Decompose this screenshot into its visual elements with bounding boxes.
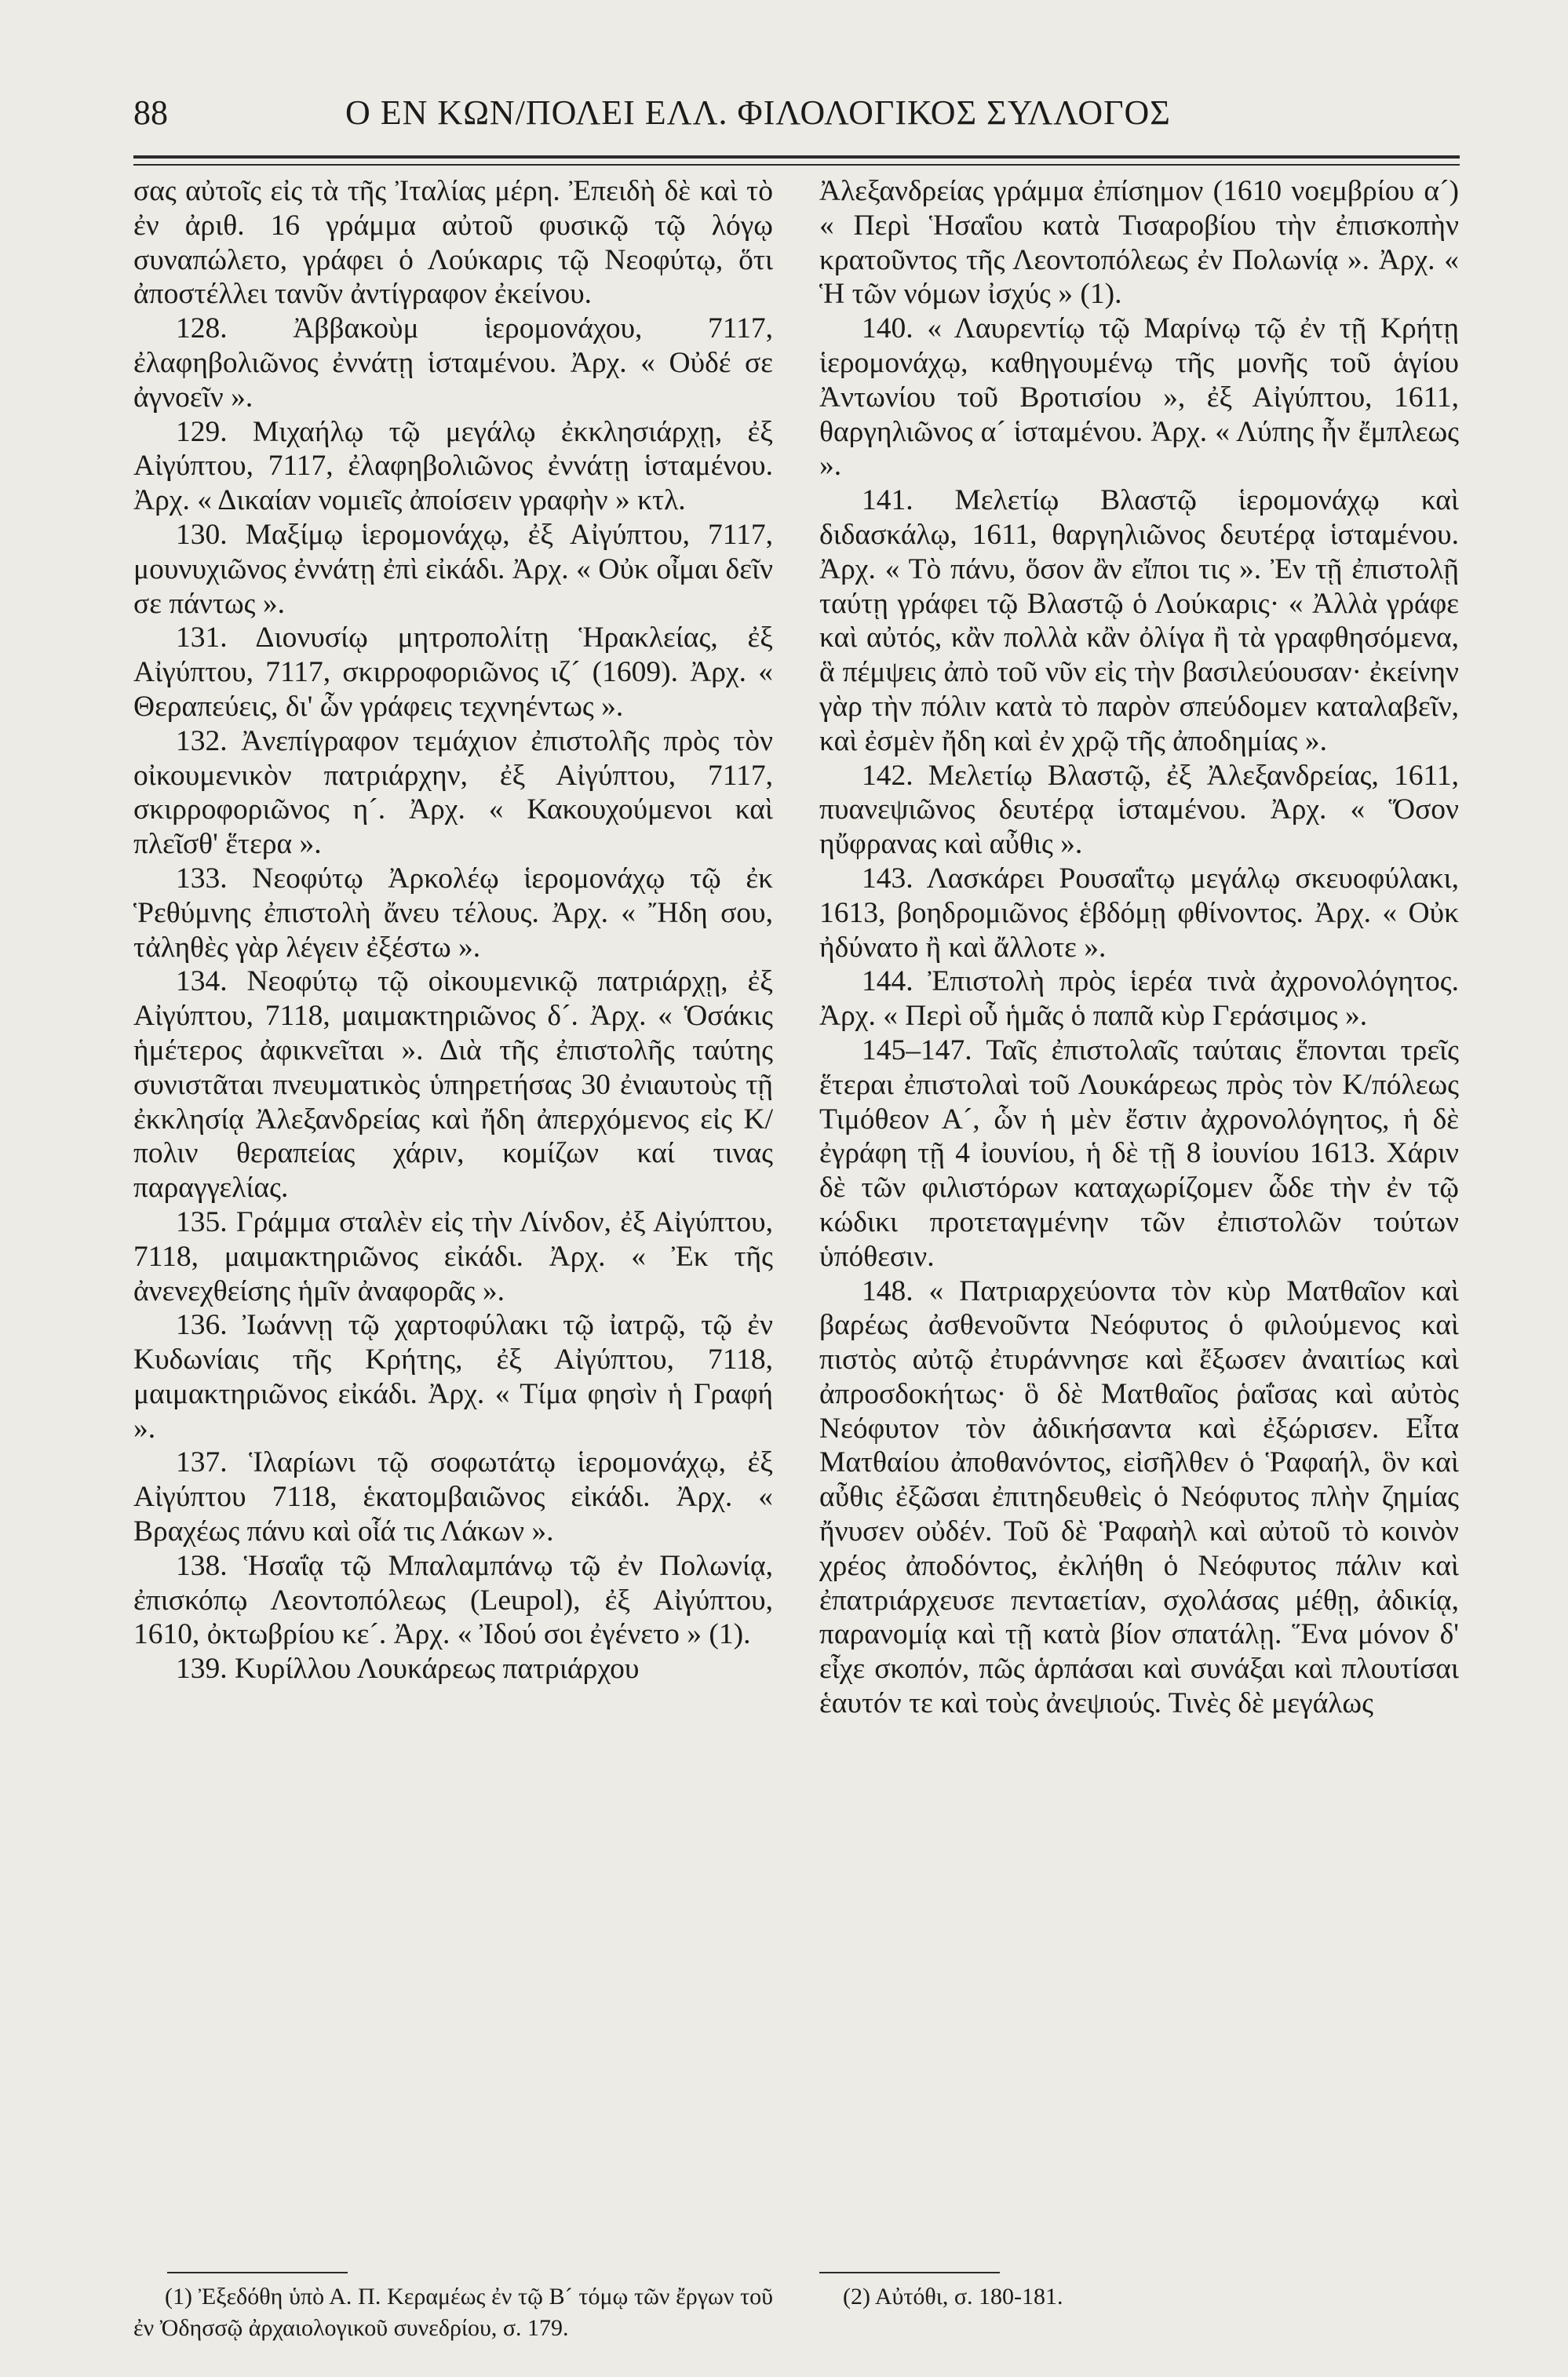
left-column [133,174,773,1686]
entry-141: 141. Μελετίῳ Βλαστῷ ἱερομονάχῳ καὶ διδασκάλῳ, 1611, θαργηλιῶνος δευτέρᾳ ἱσταμένου. Ἀρχ. « Τὸ πάνυ, ὅσον ἂν εἴποι τις ». Ἐν τῇ ἐπιστολῇ ταύτῃ γράφει τῷ Βλαστῷ ὁ Λούκαρις· « Ἀλλὰ γράφε καὶ αὐτός, κἂν πολλὰ κἂν ὀλίγα ἢ τὰ γραφθησόμενα, ἃ πέμψεις ἀπὸ τοῦ νῦν εἰς τὴν βασιλεύουσαν· ἐκείνην γὰρ τὴν πόλιν κατὰ τὸ παρὸν σπεύδομεν καταλαβεῖν, καὶ ἐσμὲν ἤδη καὶ ἐν χρῷ τῆς ἀποδημίας ». [819,484,1459,757]
entry-128: 128. Ἀββακοὺμ ἱερομονάχου, 7117, ἐλαφηβολιῶνος ἐννάτῃ ἱσταμένου. Ἀρχ. « Οὐδέ σε ἀγνοεῖν ». [133,312,773,414]
entry-135: 135. Γράμμα σταλὲν εἰς τὴν Λίνδον, ἐξ Αἰγύπτου, 7118, μαιμακτηριῶνος εἰκάδι. Ἀρχ. « Ἐκ τῆς ἀνενεχθείσης ἡμῖν ἀναφορᾶς ». [133,1205,773,1307]
footnote-rule-right [819,2272,1000,2273]
entry-136: 136. Ἰωάννῃ τῷ χαρτοφύλακι τῷ ἰατρῷ, τῷ ἐν Κυδωνίαις τῆς Κρήτης, ἐξ Αἰγύπτου, 7118, μαιμακτηριῶνος εἰκάδι. Ἀρχ. « Τίμα φησὶν ἡ Γραφή ». [133,1309,773,1445]
journal-title: Ο ΕΝ ΚΩΝ/ΠΟΛΕΙ ΕΛΛ. ΦΙΛΟΛΟΓΙΚΟΣ ΣΥΛΛΟΓΟΣ [345,93,1171,132]
entry-144: 144. Ἐπιστολὴ πρὸς ἱερέα τινὰ ἀχρονολόγητος. Ἀρχ. « Περὶ οὗ ἡμᾶς ὁ παπᾶ κὺρ Γεράσιμος ». [819,965,1459,1033]
entry-142: 142. Μελετίῳ Βλαστῷ, ἐξ Ἀλεξανδρείας, 1611, πυανεψιῶνος δευτέρᾳ ἱσταμένου. Ἀρχ. « Ὅσον ηὔφρανας καὶ αὖθις ». [819,759,1459,861]
header-rule-thin [133,164,1460,166]
entry-131: 131. Διονυσίῳ μητροπολίτῃ Ἡρακλείας, ἐξ Αἰγύπτου, 7117, σκιρροφοριῶνος ιζ´ (1609). Ἀρχ. « Θεραπεύεις, δι' ὧν γράφεις τεχνηέντως ». [133,622,773,723]
entry-140: 140. « Λαυρεντίῳ τῷ Μαρίνῳ τῷ ἐν τῇ Κρήτῃ ἱερομονάχῳ, καθηγουμένῳ τῆς μονῆς τοῦ ἁγίου Ἀντωνίου τοῦ Βροτισίου », ἐξ Αἰγύπτου, 1611, θαργηλιῶνος α´ ἱσταμένου. Ἀρχ. « Λύπης ἦν ἔμπλεως ». [819,312,1459,483]
entry-148: 148. « Πατριαρχεύοντα τὸν κὺρ Ματθαῖον καὶ βαρέως ἀσθενοῦντα Νεόφυτος ὁ φιλούμενος καὶ πιστὸς αὐτῷ ἐτυράννησε καὶ ἔξωσεν ἀναιτίως καὶ ἀπροσδοκήτως· ὃ δὲ Ματθαῖος ῥαΐσας καὶ αὐτὸς Νεόφυτον τὸν ἀδικήσαντα καὶ ἐξώρισεν. Εἶτα Ματθαίου ἀποθανόντος, εἰσῆλθεν ὁ Ῥαφαήλ, ὃν καὶ αὖθις ἐξῶσαι ἐπιτηδευθεὶς ὁ Νεόφυτος πλὴν ζημίας ἤνυσεν οὐδέν. Τοῦ δὲ Ῥαφαὴλ καὶ αὐτοῦ τὸ κοινὸν χρέος ἀποδόντος, ἐκλήθη ὁ Νεόφυτος πάλιν καὶ ἐπατριάρχευσε πενταετίαν, σχολάσας μέθῃ, ἀδικίᾳ, παρανομίᾳ καὶ τῇ κατὰ βίον σπατάλῃ. Ἕνα μόνον δ' εἶχε σκοπόν, πῶς ἁρπάσαι καὶ συνάξαι καὶ πλουτίσαι ἑαυτόν τε καὶ τοὺς ἀνεψιούς. Τινὲς δὲ μεγάλως [819,1274,1459,1720]
right-column [819,174,1459,1721]
running-head [133,93,1460,148]
entry-130: 130. Μαξίμῳ ἱερομονάχῳ, ἐξ Αἰγύπτου, 7117, μουνυχιῶνος ἐννάτῃ ἐπὶ εἰκάδι. Ἀρχ. « Οὐκ οἶμαι δεῖν σε πάντως ». [133,518,773,620]
footnote-1: (1) Ἐξεδόθη ὑπὸ Α. Π. Κεραμέως ἐν τῷ Β´ τόμῳ τῶν ἔργων τοῦ ἐν Ὀδησσῷ ἀρχαιολογικοῦ συνεδρίου, σ. 179. [133,2284,773,2341]
entry-139-continuation: Ἀλεξανδρείας γράμμα ἐπίσημον (1610 νοεμβρίου α´) « Περὶ Ἡσαΐου κατὰ Τισαροβίου τὴν ἐπισκοπὴν κρατοῦντος τῆς Λεοντοπόλεως ἐν Πολωνίᾳ ». Ἀρχ. « Ἡ τῶν νόμων ἰσχύς » (1). [819,175,1459,311]
entry-137: 137. Ἱλαρίωνι τῷ σοφωτάτῳ ἱερομονάχῳ, ἐξ Αἰγύπτου 7118, ἑκατομβαιῶνος εἰκάδι. Ἀρχ. « Βραχέως πάνυ καὶ οἷά τις Λάκων ». [133,1446,773,1548]
footnote-2: (2) Αὐτόθι, σ. 180-181. [843,2284,1063,2310]
entry-145-147: 145–147. Ταῖς ἐπιστολαῖς ταύταις ἕπονται τρεῖς ἕτεραι ἐπιστολαὶ τοῦ Λουκάρεως πρὸς τὸν Κ/πόλεως Τιμόθεον Α´, ὧν ἡ μὲν ἔστιν ἀχρονολόγητος, ἡ δὲ ἐγράφη τῇ 4 ἰουνίου, ἡ δὲ τῇ 8 ἰουνίου 1613. Χάριν δὲ τῶν φιλιστόρων καταχωρίζομεν ὧδε τὴν ἐν τῷ κώδικι προτεταγμένην τῶν ἐπιστολῶν τούτων ὑπόθεσιν. [819,1034,1459,1273]
paragraph-continuation: σας αὐτοῖς εἰς τὰ τῆς Ἰταλίας μέρη. Ἐπειδὴ δὲ καὶ τὸ ἐν ἀριθ. 16 γράμμα αὐτοῦ φυσικῷ τῷ λόγῳ συναπώλετο, γράφει ὁ Λούκαρις τῷ Νεοφύτῳ, ὅτι ἀποστέλλει τανῦν ἀντίγραφον ἐκείνου. [133,175,773,311]
entry-132: 132. Ἀνεπίγραφον τεμάχιον ἐπιστολῆς πρὸς τὸν οἰκουμενικὸν πατριάρχην, ἐξ Αἰγύπτου, 7117, σκιρροφοριῶνος η´. Ἀρχ. « Κακουχούμενοι καὶ πλεῖσθ' ἕτερα ». [133,724,773,861]
entry-133: 133. Νεοφύτῳ Ἀρκολέῳ ἱερομονάχῳ τῷ ἐκ Ῥεθύμνης ἐπιστολὴ ἄνευ τέλους. Ἀρχ. « Ἤδη σου, τἀληθὲς γὰρ λέγειν ἐξέστω ». [133,862,773,964]
entry-134: 134. Νεοφύτῳ τῷ οἰκουμενικῷ πατριάρχῃ, ἐξ Αἰγύπτου, 7118, μαιμακτηριῶνος δ´. Ἀρχ. « Ὁσάκις ἡμέτερος ἀφικνεῖται ». Διὰ τῆς ἐπιστολῆς ταύτης συνιστᾶται πνευματικὸς ὑπηρετήσας 30 ἐνιαυτοὺς τῇ ἐκκλησίᾳ Ἀλεξανδρείας καὶ ἤδη ἀπερχόμενος εἰς Κ/πολιν θεραπείας χάριν, κομίζων καί τινας παραγγελίας. [133,965,773,1205]
header-rule-thick [133,155,1460,159]
footnote-rule-left [167,2272,348,2273]
entry-139: 139. Κυρίλλου Λουκάρεως πατριάρχου [176,1653,640,1686]
entry-138: 138. Ἡσαΐᾳ τῷ Μπαλαμπάνῳ τῷ ἐν Πολωνίᾳ, ἐπισκόπῳ Λεοντοπόλεως (Leupol), ἐξ Αἰγύπτου, 1610, ὀκτωβρίου κε´. Ἀρχ. « Ἰδού σοι ἐγένετο » (1). [133,1549,773,1651]
entry-143: 143. Λασκάρει Ρουσαΐτῳ μεγάλῳ σκευοφύλακι, 1613, βοηδρομιῶνος ἑβδόμῃ φθίνοντος. Ἀρχ. « Οὐκ ἠδύνατο ἢ καὶ ἄλλοτε ». [819,862,1459,964]
page-number: 88 [133,93,168,132]
entry-129: 129. Μιχαήλῳ τῷ μεγάλῳ ἐκκλησιάρχῃ, ἐξ Αἰγύπτου, 7117, ἐλαφηβολιῶνος ἐννάτῃ ἱσταμένου. Ἀρχ. « Δικαίαν νομιεῖς ἀποίσειν γραφὴν » κτλ. [133,415,773,517]
